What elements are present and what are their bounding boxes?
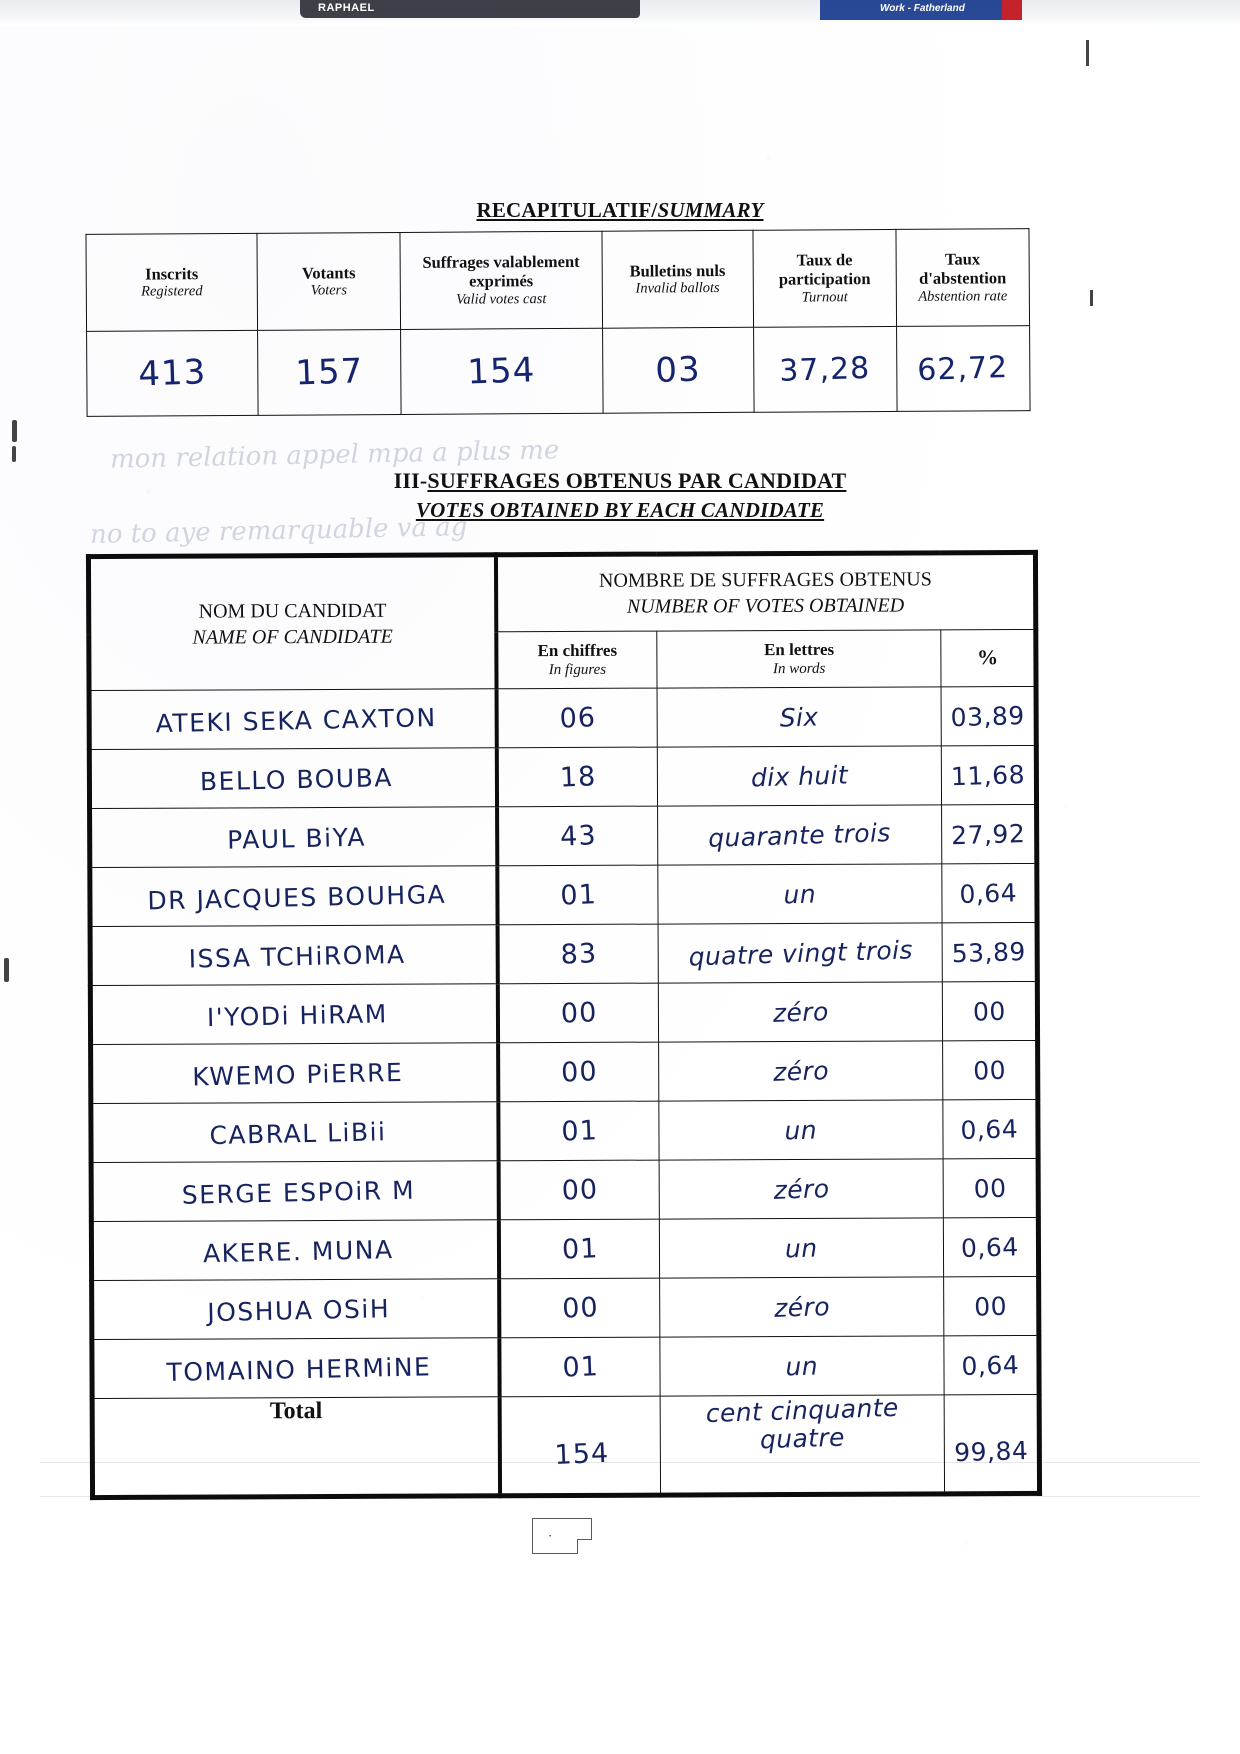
candidate-name-cell <box>91 1043 498 1104</box>
table-row <box>89 686 1036 749</box>
table-row <box>91 1099 1038 1162</box>
scan-edge-mark <box>4 958 9 982</box>
candidate-percent-cell <box>944 1335 1039 1394</box>
candidate-percent: 00 <box>972 1055 1007 1086</box>
candidate-percent: 00 <box>973 1173 1007 1204</box>
summary-col-voters-en: Voters <box>310 282 347 299</box>
table-row <box>92 1335 1039 1398</box>
total-figures: 154 <box>553 1437 610 1471</box>
scan-top-label-left: RAPHAEL <box>318 2 375 14</box>
header-in-words-fr: En lettres <box>764 639 835 659</box>
summary-title-separator: / <box>651 198 658 222</box>
candidate-percent-cell <box>942 745 1037 804</box>
candidate-percent: 11,68 <box>950 759 1026 791</box>
summary-header-row <box>86 229 1030 332</box>
candidate-figures-cell <box>497 924 658 984</box>
summary-value-voters-cell <box>258 329 402 415</box>
candidates-header-row-1 <box>88 552 1035 633</box>
section-title-line1 <box>0 466 1240 496</box>
candidate-percent-cell <box>944 1276 1039 1335</box>
candidate-votes-figures: 00 <box>560 1055 598 1089</box>
candidate-name-cell <box>91 1220 498 1281</box>
candidate-name: CABRAL LiBii <box>209 1116 387 1150</box>
scan-edge-mark <box>1090 290 1093 306</box>
candidate-words-cell <box>659 1100 943 1160</box>
table-row <box>90 804 1037 867</box>
candidate-words-cell <box>660 1277 944 1337</box>
summary-col-turnout <box>753 229 897 327</box>
candidate-name: ISSA TCHiROMA <box>188 939 406 974</box>
summary-value-row <box>87 326 1031 417</box>
total-words-line2: quatre <box>759 1422 846 1455</box>
table-row <box>90 981 1037 1044</box>
candidate-name-cell <box>89 689 496 750</box>
candidate-name-cell <box>92 1338 499 1399</box>
scan-footer-tab <box>532 1518 592 1554</box>
header-in-figures-fr: En chiffres <box>537 640 618 660</box>
candidate-name: SERGE ESPOiR M <box>181 1175 416 1210</box>
total-words-cell <box>660 1392 945 1495</box>
summary-col-valid-votes-fr: Suffrages valablement exprimés <box>422 251 580 291</box>
candidate-name: JOSHUA OSiH <box>206 1293 391 1327</box>
candidate-name: TOMAINO HERMiNE <box>166 1351 432 1387</box>
candidate-percent-cell <box>941 686 1036 745</box>
candidate-percent-cell <box>943 1158 1038 1217</box>
candidate-name-cell <box>90 866 497 927</box>
table-row <box>91 1217 1038 1280</box>
candidate-percent: 53,89 <box>951 936 1027 968</box>
candidates-table <box>86 550 1042 1500</box>
summary-value-turnout: 37,28 <box>779 350 872 389</box>
candidate-votes-words: un <box>785 1350 819 1381</box>
scan-edge-mark <box>12 446 16 462</box>
candidate-figures-cell <box>497 865 658 925</box>
candidate-words-cell <box>659 982 943 1042</box>
summary-title-fr: RECAPITULATIF <box>476 198 652 222</box>
total-row <box>92 1394 1039 1497</box>
candidate-name-cell <box>91 1102 498 1163</box>
candidate-percent-cell <box>942 863 1037 922</box>
candidate-votes-words: zéro <box>772 1055 830 1087</box>
table-row <box>91 1158 1038 1221</box>
candidate-name: AKERE. MUNA <box>202 1234 394 1268</box>
candidate-votes-words: zéro <box>772 996 829 1028</box>
total-figures-cell <box>499 1396 660 1496</box>
header-in-figures-en: In figures <box>548 662 607 679</box>
header-candidate-name <box>88 555 496 691</box>
header-votes-obtained <box>496 552 1036 631</box>
candidate-percent: 27,92 <box>950 818 1026 850</box>
candidate-percent-cell <box>942 804 1037 863</box>
candidate-figures-cell <box>496 688 657 748</box>
table-row <box>91 1040 1038 1103</box>
candidate-votes-figures: 01 <box>560 1114 599 1148</box>
candidate-words-cell <box>659 1041 943 1101</box>
scan-top-strip <box>0 0 1240 26</box>
candidate-name-cell <box>90 984 497 1045</box>
table-row <box>90 922 1037 985</box>
candidate-words-cell <box>657 687 941 747</box>
table-row <box>89 745 1036 808</box>
candidate-votes-words: Six <box>779 701 820 733</box>
section-number: III- <box>393 468 428 493</box>
candidate-votes-words: quarante trois <box>708 817 892 853</box>
candidate-name-cell <box>92 1279 499 1340</box>
candidate-votes-figures: 00 <box>560 996 598 1030</box>
summary-value-valid-votes-cell <box>401 328 603 414</box>
summary-col-valid-votes <box>400 231 602 329</box>
candidate-name-cell <box>89 748 496 809</box>
candidate-votes-words: zéro <box>773 1291 831 1323</box>
candidate-name: I'YODi HiRAM <box>206 998 388 1032</box>
candidate-name-cell <box>90 807 497 868</box>
summary-col-registered-en: Registered <box>141 283 203 300</box>
total-label: Total <box>92 1397 500 1498</box>
summary-col-valid-votes-en: Valid votes cast <box>456 290 547 308</box>
candidate-votes-figures: 43 <box>559 819 597 853</box>
header-percent: % <box>941 629 1036 686</box>
candidate-votes-words: quatre vingt trois <box>687 934 913 972</box>
summary-value-voters: 157 <box>294 351 364 394</box>
candidate-percent-cell <box>943 1040 1038 1099</box>
summary-title <box>0 198 1240 223</box>
candidate-words-cell <box>660 1336 944 1396</box>
candidate-words-cell <box>657 746 941 806</box>
table-row <box>92 1276 1039 1339</box>
candidate-percent: 00 <box>972 996 1006 1027</box>
candidate-name: DR JACQUES BOUHGA <box>147 879 447 915</box>
candidate-votes-figures: 06 <box>558 701 597 735</box>
candidate-votes-figures: 83 <box>559 937 598 971</box>
candidate-percent-cell <box>944 1217 1039 1276</box>
summary-col-invalid-ballots-en: Invalid ballots <box>635 280 720 297</box>
candidate-votes-figures: 00 <box>560 1173 599 1207</box>
candidate-percent: 0,64 <box>959 877 1018 909</box>
candidate-percent: 0,64 <box>960 1113 1019 1145</box>
total-words-line1: cent cinquante <box>705 1392 900 1429</box>
candidate-figures-cell <box>498 983 659 1043</box>
header-candidate-name-fr: NOM DU CANDIDAT <box>198 599 387 623</box>
summary-value-registered-cell <box>87 330 259 416</box>
scan-edge-mark <box>1086 40 1089 66</box>
scan-edge-mark <box>12 420 17 442</box>
section-title-fr: SUFFRAGES OBTENUS PAR CANDIDAT <box>427 468 847 493</box>
header-candidate-name-en: NAME OF CANDIDATE <box>192 625 393 649</box>
scan-top-label-right: Work - Fatherland <box>880 3 965 14</box>
candidate-words-cell <box>658 805 942 865</box>
candidate-words-cell <box>658 864 942 924</box>
summary-col-abstention-fr: Taux d'abstention <box>919 249 1007 289</box>
candidate-name-cell <box>90 925 497 986</box>
total-percent-cell <box>944 1394 1039 1493</box>
candidate-name: KWEMO PiERRE <box>191 1057 404 1091</box>
candidate-votes-words: un <box>783 878 817 909</box>
candidate-percent: 00 <box>973 1291 1008 1322</box>
summary-col-voters <box>257 232 401 330</box>
candidate-votes-figures: 18 <box>559 760 597 794</box>
summary-value-invalid-ballots: 03 <box>654 349 702 392</box>
section-title <box>0 466 1240 524</box>
summary-table <box>85 228 1030 417</box>
bleed-through-text: mon relation appel mpa a plus me <box>109 435 560 475</box>
candidate-name: PAUL BiYA <box>226 822 367 855</box>
header-in-words-en: In words <box>772 661 826 678</box>
table-row <box>90 863 1037 926</box>
header-votes-obtained-en: NUMBER OF VOTES OBTAINED <box>626 594 905 618</box>
candidate-figures-cell <box>498 1042 659 1102</box>
candidate-votes-figures: 01 <box>559 878 598 912</box>
candidate-votes-figures: 01 <box>561 1350 600 1384</box>
candidate-percent-cell <box>943 1099 1038 1158</box>
candidate-figures-cell <box>499 1219 660 1279</box>
candidate-name: ATEKI SEKA CAXTON <box>155 702 437 738</box>
candidate-votes-figures: 01 <box>561 1232 599 1266</box>
total-percent: 99,84 <box>954 1436 1029 1468</box>
candidate-percent: 0,64 <box>961 1349 1020 1381</box>
candidate-figures-cell <box>496 747 657 807</box>
summary-value-abstention-cell <box>896 326 1030 412</box>
summary-col-invalid-ballots <box>602 230 754 328</box>
header-in-figures <box>496 631 657 689</box>
candidate-words-cell <box>658 923 942 983</box>
candidate-figures-cell <box>497 806 658 866</box>
summary-value-valid-votes: 154 <box>467 350 537 393</box>
summary-value-invalid-ballots-cell <box>602 327 754 413</box>
summary-col-abstention-en: Abstention rate <box>918 288 1008 305</box>
candidate-percent-cell <box>942 922 1037 981</box>
candidate-votes-figures: 00 <box>561 1291 599 1325</box>
header-votes-obtained-fr: NOMBRE DE SUFFRAGES OBTENUS <box>598 568 932 592</box>
candidate-votes-words: zéro <box>773 1173 830 1205</box>
candidate-votes-words: un <box>784 1232 819 1263</box>
summary-value-abstention: 62,72 <box>917 349 1010 388</box>
summary-col-invalid-ballots-fr: Bulletins nuls <box>629 260 726 281</box>
candidate-figures-cell <box>499 1278 660 1338</box>
summary-col-registered <box>86 233 258 331</box>
candidate-percent: 0,64 <box>960 1231 1020 1263</box>
summary-value-turnout-cell <box>753 326 897 412</box>
candidate-figures-cell <box>498 1101 659 1161</box>
scan-footer-mark: · <box>548 1528 553 1543</box>
candidate-votes-words: un <box>784 1114 818 1145</box>
candidate-votes-words: dix huit <box>750 759 849 793</box>
summary-col-voters-fr: Votants <box>301 262 356 283</box>
summary-col-turnout-en: Turnout <box>801 289 848 306</box>
candidate-figures-cell <box>498 1160 659 1220</box>
summary-col-abstention <box>896 229 1030 327</box>
candidate-percent-cell <box>943 981 1038 1040</box>
scan-artifact-red-block <box>1002 0 1022 20</box>
candidate-percent: 03,89 <box>950 700 1026 732</box>
summary-col-registered-fr: Inscrits <box>145 263 199 284</box>
candidate-figures-cell <box>499 1337 660 1397</box>
summary-title-en: SUMMARY <box>657 198 764 222</box>
section-title-line2 <box>0 496 1240 524</box>
candidates-table-body <box>89 686 1039 1398</box>
candidate-words-cell <box>660 1218 944 1278</box>
summary-col-turnout-fr: Taux de participation <box>778 250 871 290</box>
bleed-through-text: no to aye remarquable va ag <box>89 512 468 550</box>
candidate-name-cell <box>91 1161 498 1222</box>
section-title-en: VOTES OBTAINED BY EACH CANDIDATE <box>415 497 825 522</box>
summary-table-wrapper <box>85 228 1030 410</box>
summary-value-registered: 413 <box>137 352 207 395</box>
candidates-table-wrapper <box>86 550 1042 1500</box>
header-in-words <box>657 630 941 688</box>
candidate-name: BELLO BOUBA <box>199 762 394 796</box>
candidate-words-cell <box>659 1159 943 1219</box>
